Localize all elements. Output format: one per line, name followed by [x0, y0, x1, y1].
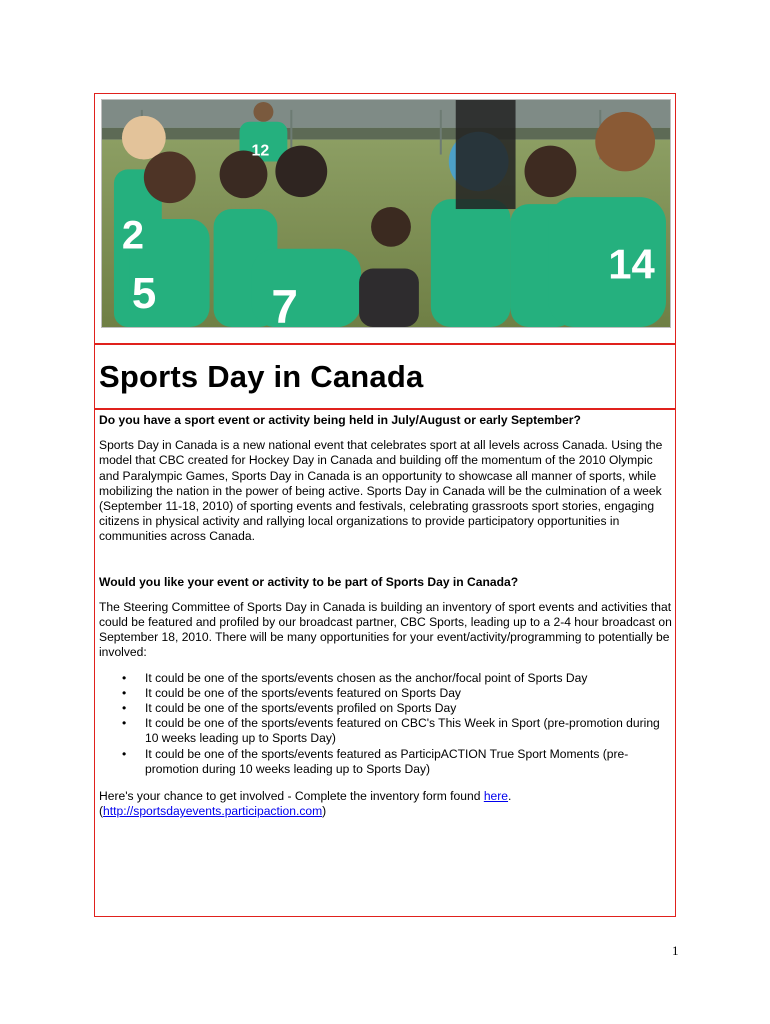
jersey-number-12: 12: [251, 142, 270, 160]
bullet-icon: •: [122, 716, 127, 731]
bullet-icon: •: [122, 746, 127, 761]
body-content: [99, 413, 674, 819]
jersey-number-14: 14: [608, 240, 655, 288]
here-link[interactable]: here: [483, 789, 509, 804]
bullet-icon: •: [122, 685, 127, 700]
opportunity-list: [99, 671, 674, 777]
list-item-text: It could be one of the sports/events profiled on Sports Day: [145, 701, 457, 716]
jersey-number-2: 2: [121, 213, 145, 258]
list-item-text: It could be one of the sports/events chosen as the anchor/focal point of Sports Day: [145, 670, 588, 685]
section-divider-bottom: [94, 408, 676, 410]
question-1: Do you have a sport event or activity being held in July/August or early September?: [99, 413, 581, 427]
header-photo: [101, 99, 671, 328]
list-item-text: It could be one of the sports/events featured on CBC's This Week in Sport (pre-promotion during 10 weeks leading up to Sports Day): [145, 716, 660, 746]
jersey-number-5: 5: [131, 269, 157, 319]
list-item: [99, 671, 674, 686]
jersey-number-7: 7: [271, 281, 299, 327]
call-to-action: Here's your chance to get involved - Complete the inventory form found here. (http://sportsdayevents.participaction.com): [99, 789, 512, 819]
list-item-text: It could be one of the sports/events featured on Sports Day: [145, 685, 461, 700]
paragraph-2: The Steering Committee of Sports Day in Canada is building an inventory of sport events and activities that could be featured and profiled by our broadcast partner, CBC Sports, leading up to a 2-4 hour broadcast on September 18, 2010. There will be many opportunities for your event/activity/programming to potentially be involved:: [99, 599, 672, 660]
kids-team-illustration: [102, 100, 670, 327]
list-item: [99, 701, 674, 716]
section-divider-top: [94, 343, 676, 345]
question-2: Would you like your event or activity to be part of Sports Day in Canada?: [99, 574, 519, 589]
page-title: Sports Day in Canada: [99, 359, 424, 394]
bullet-icon: •: [122, 670, 127, 685]
bullet-icon: •: [122, 701, 127, 716]
list-item: [99, 716, 674, 746]
list-item: [99, 686, 674, 701]
inventory-url-link[interactable]: http://sportsdayevents.participaction.com: [103, 804, 323, 819]
paragraph-1: Sports Day in Canada is a new national event that celebrates sport at all levels across Canada. Using the model that CBC created for Hockey Day in Canada and building off the momentum of the 2010 Olympic and Paralympic Games, Sports Day in Canada is an opportunity to showcase all manner of sports, while mobilizing the nation in the power of being active. Sports Day in Canada will be the culmination of a week (September 11-18, 2010) of sporting events and festivals, celebrating grassroots sport stories, engaging citizens in physical activity and rallying local organizations to provide participatory opportunities in communities across Canada.: [99, 438, 663, 544]
page-number: 1: [672, 943, 679, 958]
list-item: [99, 747, 674, 777]
list-item-text: It could be one of the sports/events featured as ParticipACTION True Sport Moments (pre-promotion during 10 weeks leading up to Sports Day): [145, 746, 629, 776]
